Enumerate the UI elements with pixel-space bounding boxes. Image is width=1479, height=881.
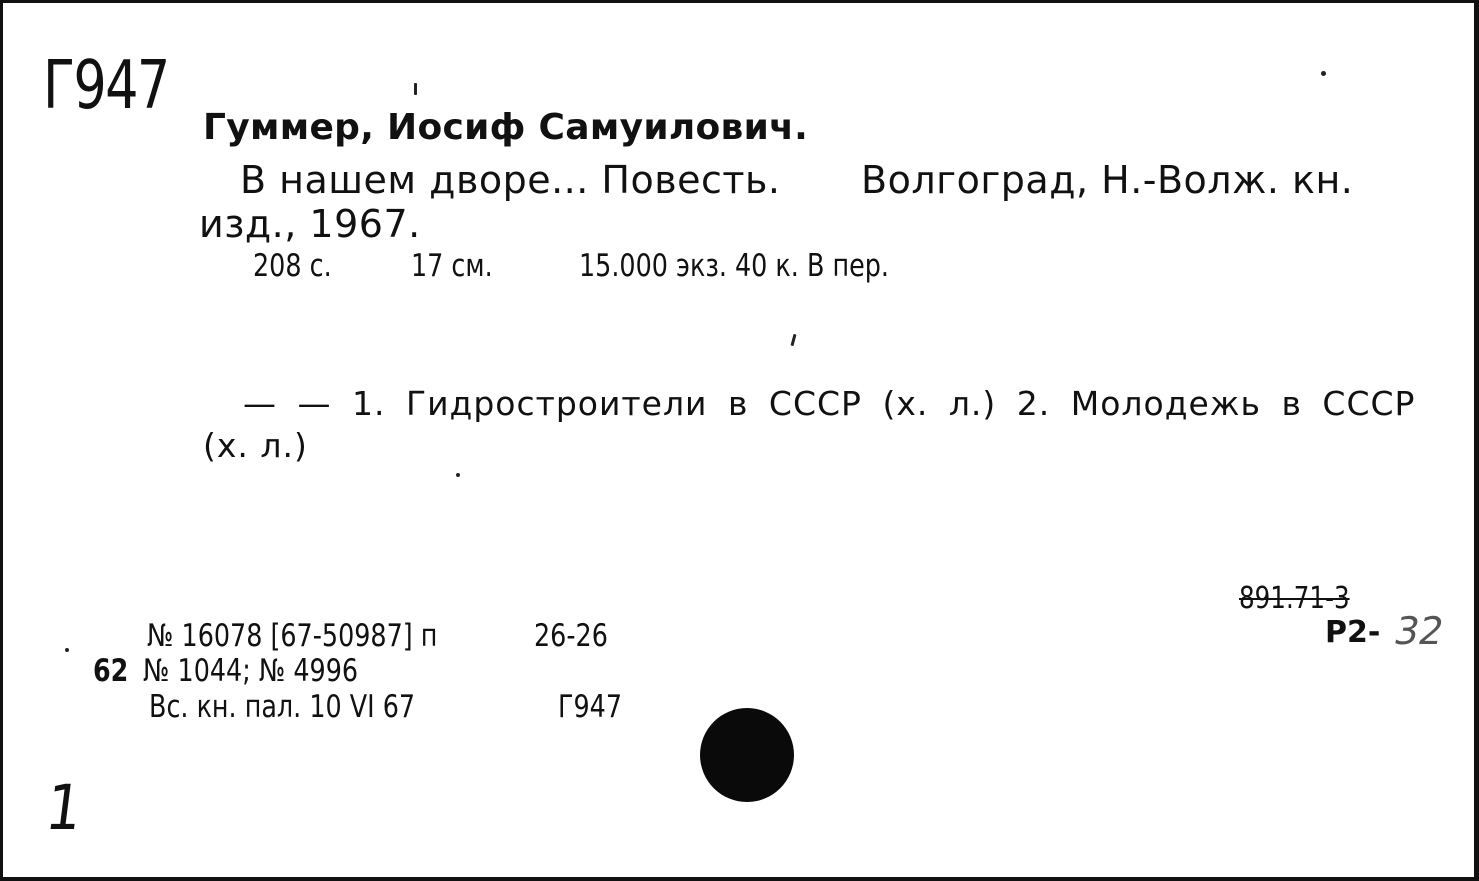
- call-number-handwritten: Г947: [43, 47, 169, 125]
- author-mark: Г947: [558, 689, 623, 725]
- card-number-handwritten: 1: [41, 771, 87, 844]
- publisher: Волгоград, Н.-Волж. кн.: [861, 158, 1354, 202]
- scan-speck: [414, 83, 417, 95]
- book-size: 17 см.: [411, 248, 493, 284]
- page-count: 208 с.: [253, 248, 332, 284]
- book-title: В нашем дворе... Повесть.: [240, 158, 781, 202]
- author-heading: Гуммер, Иосиф Самуилович.: [203, 107, 809, 148]
- classification-old-struck: 891.71-3: [1239, 581, 1350, 616]
- scan-speck: [790, 334, 796, 346]
- registration-code: 26-26: [534, 618, 608, 654]
- publisher-year: изд., 1967.: [199, 202, 421, 246]
- registration-number: № 16078 [67-50987] п: [147, 618, 438, 654]
- classification-handwritten: 32: [1390, 609, 1449, 653]
- subject-headings-line2: (х. л.): [203, 426, 308, 465]
- scan-speck: [1321, 71, 1326, 76]
- registration-prefix: 62: [93, 653, 129, 689]
- classification-new: Р2-: [1325, 615, 1381, 650]
- subject-headings-line1: — — 1. Гидростроители в СССР (х. л.) 2. Молодежь в СССР: [243, 384, 1416, 423]
- scan-speck: [456, 473, 460, 477]
- punch-hole: [700, 708, 794, 802]
- scan-speck: [65, 648, 69, 652]
- book-chamber-date: Вс. кн. пал. 10 VI 67: [149, 689, 416, 725]
- copies-and-price: 15.000 экз. 40 к. В пер.: [579, 248, 889, 284]
- registration-numbers: № 1044; № 4996: [143, 653, 359, 689]
